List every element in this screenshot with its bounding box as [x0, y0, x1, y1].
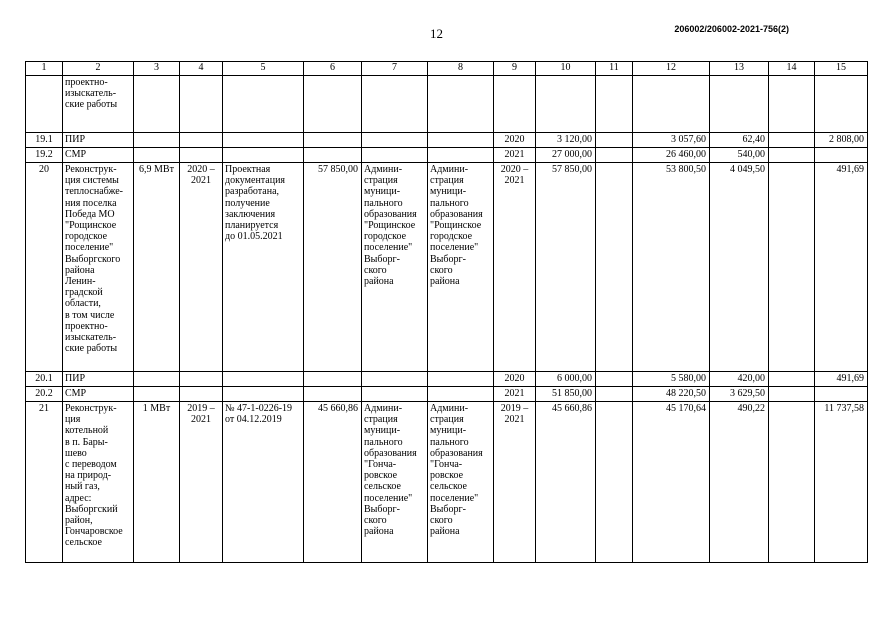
table-cell: Проектная документация разработана, получение заключения планируется до 01.05.2021	[223, 163, 304, 372]
table-cell: 2020	[494, 133, 536, 148]
table-cell	[223, 133, 304, 148]
table-cell: 540,00	[710, 148, 769, 163]
table-cell: 45 170,64	[633, 402, 710, 563]
table-cell	[223, 372, 304, 387]
column-header: 13	[710, 62, 769, 76]
table-cell: 27 000,00	[536, 148, 596, 163]
table-cell	[180, 133, 223, 148]
table-cell: 1 МВт	[134, 402, 180, 563]
table-cell: 3 120,00	[536, 133, 596, 148]
table-cell: 19.2	[26, 148, 63, 163]
table-cell: 53 800,50	[633, 163, 710, 372]
column-number-row	[26, 62, 868, 76]
table-cell: 45 660,86	[536, 402, 596, 563]
column-header: 15	[815, 62, 868, 76]
table-cell	[815, 387, 868, 402]
table-cell: 45 660,86	[304, 402, 362, 563]
table-row	[26, 163, 868, 372]
table-cell	[134, 133, 180, 148]
table-cell: 20.2	[26, 387, 63, 402]
table-cell	[428, 387, 494, 402]
table-cell: Реконструк- ция котельной в п. Бары- шево с переводом на природ- ный газ, адрес: Выборгский район, Гончаровское сельское	[63, 402, 134, 563]
table-cell	[769, 148, 815, 163]
table-cell	[223, 148, 304, 163]
table-cell	[710, 76, 769, 133]
table-row	[26, 402, 868, 563]
document-id: 206002/206002-2021-756(2)	[674, 24, 789, 34]
column-header: 3	[134, 62, 180, 76]
table-cell: Админи- страция муници- пального образования "Рощинское городское поселение" Выборг- ского района	[362, 163, 428, 372]
table-cell	[815, 148, 868, 163]
column-header: 7	[362, 62, 428, 76]
column-header: 2	[63, 62, 134, 76]
table-cell: 3 629,50	[710, 387, 769, 402]
column-header: 12	[633, 62, 710, 76]
table-row	[26, 387, 868, 402]
table-cell	[26, 76, 63, 133]
table-cell: ПИР	[63, 133, 134, 148]
column-header: 6	[304, 62, 362, 76]
table-cell: проектно- изыскатель- ские работы	[63, 76, 134, 133]
table-cell: 5 580,00	[633, 372, 710, 387]
table-cell	[362, 387, 428, 402]
table-cell: 490,22	[710, 402, 769, 563]
table-cell: СМР	[63, 387, 134, 402]
table-cell	[596, 387, 633, 402]
column-header: 10	[536, 62, 596, 76]
table-cell	[494, 76, 536, 133]
table-cell	[134, 372, 180, 387]
table-cell	[428, 76, 494, 133]
column-header: 14	[769, 62, 815, 76]
table-cell: 2020 – 2021	[180, 163, 223, 372]
table-cell: Админи- страция муници- пального образования "Рощинское городское поселение" Выборг- ского района	[428, 163, 494, 372]
table-cell	[596, 148, 633, 163]
table-cell	[596, 133, 633, 148]
table-cell: 20.1	[26, 372, 63, 387]
page-number: 12	[430, 26, 443, 41]
table-cell	[769, 372, 815, 387]
table-cell	[362, 372, 428, 387]
table-cell	[769, 76, 815, 133]
table-cell: ПИР	[63, 372, 134, 387]
table-cell: 2019 – 2021	[494, 402, 536, 563]
column-header: 9	[494, 62, 536, 76]
table-cell	[223, 387, 304, 402]
table-cell	[769, 133, 815, 148]
table-cell: 2021	[494, 387, 536, 402]
table-cell: Реконструк- ция системы теплоснабже- ния поселка Победа МО "Рощинское городское поселение" Выборгского района Ленин- градской области, в том числе проектно- изыскатель- ские работы	[63, 163, 134, 372]
column-header: 1	[26, 62, 63, 76]
table-cell	[596, 76, 633, 133]
table-cell: 6,9 МВт	[134, 163, 180, 372]
table-cell: 491,69	[815, 163, 868, 372]
table-cell	[769, 387, 815, 402]
table-cell: 2020	[494, 372, 536, 387]
table-cell	[180, 148, 223, 163]
column-header: 8	[428, 62, 494, 76]
table-cell: 21	[26, 402, 63, 563]
table-cell: 19.1	[26, 133, 63, 148]
table-cell: 3 057,60	[633, 133, 710, 148]
table-cell	[223, 76, 304, 133]
table-cell: 4 049,50	[710, 163, 769, 372]
table-cell	[304, 148, 362, 163]
table-cell: 62,40	[710, 133, 769, 148]
table-cell: Админи- страция муници- пального образования "Гонча- ровское сельское поселение" Выборг- ского района	[428, 402, 494, 563]
table-cell	[304, 76, 362, 133]
table-cell	[769, 163, 815, 372]
table-row	[26, 76, 868, 133]
table-cell	[596, 372, 633, 387]
table-cell	[180, 76, 223, 133]
table-cell	[134, 148, 180, 163]
table-cell: 26 460,00	[633, 148, 710, 163]
table-cell: 48 220,50	[633, 387, 710, 402]
table-cell	[362, 76, 428, 133]
table-cell: 20	[26, 163, 63, 372]
table-cell	[362, 133, 428, 148]
table-row	[26, 372, 868, 387]
table-cell	[596, 163, 633, 372]
table-cell: 2021	[494, 148, 536, 163]
table-row	[26, 148, 868, 163]
table-cell: 2019 – 2021	[180, 402, 223, 563]
table-cell: 6 000,00	[536, 372, 596, 387]
table-cell: 491,69	[815, 372, 868, 387]
table-cell: № 47-1-0226-19 от 04.12.2019	[223, 402, 304, 563]
table-cell: СМР	[63, 148, 134, 163]
column-header: 11	[596, 62, 633, 76]
table-cell	[769, 402, 815, 563]
table-cell: 420,00	[710, 372, 769, 387]
table-cell	[815, 76, 868, 133]
table-cell	[134, 76, 180, 133]
table-cell	[536, 76, 596, 133]
table-cell	[428, 372, 494, 387]
table-cell: 2020 – 2021	[494, 163, 536, 372]
table-cell: Админи- страция муници- пального образования "Гонча- ровское сельское поселение" Выборг- ского района	[362, 402, 428, 563]
table-cell: 2 808,00	[815, 133, 868, 148]
table-cell: 51 850,00	[536, 387, 596, 402]
table-cell	[633, 76, 710, 133]
table-cell	[596, 402, 633, 563]
table-cell	[304, 372, 362, 387]
column-header: 5	[223, 62, 304, 76]
table-cell: 57 850,00	[304, 163, 362, 372]
table-cell	[428, 148, 494, 163]
table-cell	[180, 387, 223, 402]
table-cell: 57 850,00	[536, 163, 596, 372]
table-cell	[134, 387, 180, 402]
table-cell: 11 737,58	[815, 402, 868, 563]
table-cell	[304, 133, 362, 148]
table-row	[26, 133, 868, 148]
table-cell	[428, 133, 494, 148]
column-header: 4	[180, 62, 223, 76]
table-cell	[362, 148, 428, 163]
table-cell	[304, 387, 362, 402]
data-table	[25, 61, 868, 563]
table-cell	[180, 372, 223, 387]
